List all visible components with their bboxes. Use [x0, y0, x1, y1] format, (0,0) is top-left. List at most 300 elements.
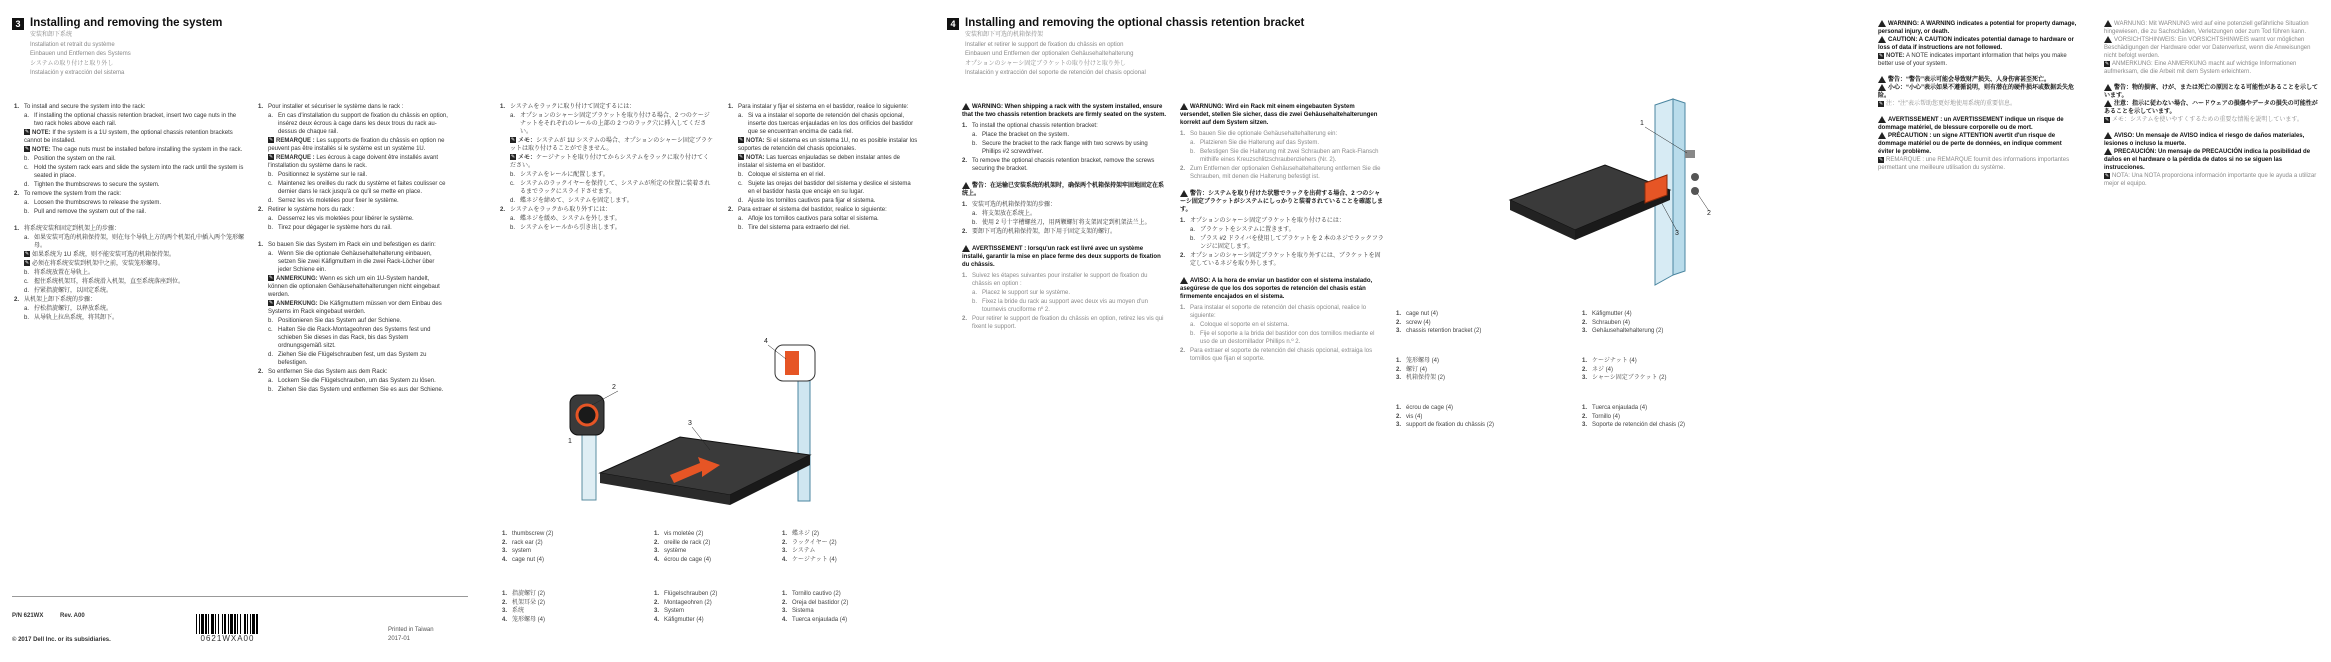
- warning-icon: [1878, 20, 1886, 27]
- substep-text: システムをレールに配置します。: [520, 172, 609, 178]
- rack-rail-left: [582, 430, 596, 500]
- substep: b. システムをレールから引き出します。: [510, 225, 621, 231]
- legend-item: 2. Schrauben (4): [1582, 319, 1631, 326]
- legend-item: 3. System: [654, 608, 685, 614]
- substep: a. Loosen the thumbscrews to release the system.: [24, 200, 162, 206]
- legend-label: Tornillo cautivo (2): [792, 591, 841, 597]
- substep: a. Desserrez les vis moletées pour libérer le système.: [268, 216, 414, 222]
- legend-label: système: [664, 548, 687, 554]
- legend-item: 1. cage nut (4): [1396, 311, 1439, 317]
- warning-icon: [2104, 84, 2112, 91]
- step-2: 2. Para extraer el soporte de retención del chasis opcional, extraiga los tornillos que fijan el soporte.: [1180, 348, 1373, 363]
- note-text: Die Käfigmuttern müssen vor dem Einbau des Systems im Rack eingebaut werden.: [268, 301, 442, 315]
- legend-item: 3. Gehäusehaltehalterung (2): [1582, 328, 1664, 334]
- legend-label: cage nut (4): [1406, 311, 1439, 317]
- note: [24, 251, 244, 259]
- legend-item: 1. 指旋螺钉 (2): [502, 591, 546, 597]
- section-title: Installing and removing the optional chassis retention bracket: [965, 17, 1305, 29]
- note-tag: REMARQUE :: [276, 138, 315, 144]
- warning-icon: [962, 245, 970, 252]
- substep-text: Desserrez les vis moletées pour libérer le système.: [278, 216, 414, 222]
- retention-column-en-zh-fr: [962, 103, 1167, 332]
- note-icon: ✎: [1878, 100, 1884, 107]
- caution-icon: [1878, 36, 1886, 43]
- legend-item: 2. screw (4): [1396, 319, 1431, 326]
- legend-label: Soporte de retención del chasis (2): [1592, 422, 1686, 428]
- footer-divider: [12, 596, 468, 597]
- notice-text: NOTA: Una NOTA proporciona información importante que le ayuda a utilizar mejor el equipo.: [2104, 173, 2317, 188]
- substep-text: 握住系统机架耳，将系统滑入机架，直至系统落座到位。: [34, 279, 185, 285]
- substep: a. Placez le support sur le système.: [972, 290, 1071, 297]
- legend-item: 2. vis (4): [1396, 413, 1423, 420]
- notices-column-en-zh-fr: [1878, 20, 2078, 172]
- substep: b. Tirez pour dégager le système hors du rail.: [268, 225, 392, 231]
- legend-item: 1. vis moletée (2): [654, 531, 704, 537]
- subtitle-ja: オプションのシャーシ固定ブラケットの取り付けと取り外し: [965, 60, 1126, 67]
- legend-label: 指旋螺钉 (2): [512, 591, 546, 597]
- substep: c. Maintenez les oreilles du rack du système et faites coulisser ce dernier dans le rack jusqu'à ce qu'il se mette en place.: [268, 181, 446, 195]
- barcode-bars: [196, 614, 259, 634]
- legend-label: ネジ (4): [1592, 366, 1614, 373]
- printed-in: Printed in Taiwan: [388, 627, 434, 633]
- substep-text: プラス #2 ドライバを使用してブラケットを 2 本のネジでラックフランジに固定します。: [1200, 236, 1384, 251]
- warning-tag: WARNUNG:: [1190, 104, 1224, 111]
- legend-label: Sistema: [792, 608, 814, 614]
- screw-icon: [1691, 173, 1699, 195]
- substep-text: Place the bracket on the system.: [982, 132, 1070, 139]
- step-1: 1. オプションのシャーシ固定ブラケットを取り付けるには：: [1180, 218, 1345, 225]
- legend-de: [654, 590, 717, 624]
- legend-item: 2. Montageohren (2): [654, 599, 712, 606]
- legend-ja: [782, 530, 837, 564]
- note-icon: ✎: [268, 137, 274, 144]
- note-icon: ✎: [268, 275, 274, 282]
- notice-caution: [1878, 36, 2078, 52]
- legend-fr: [654, 530, 711, 564]
- note-icon: ✎: [24, 129, 30, 136]
- legend-label: oreille de rack (2): [664, 539, 711, 546]
- step-text: To remove the optional chassis retention bracket, remove the screws securing the bracket.: [972, 158, 1155, 173]
- substep: a. En cas d'installation du support de fixation du châssis en option, insérez deux écrous à cage dans les deux trous du rack au-dessus de chaque rail.: [268, 113, 448, 135]
- substep-text: Afloje los tornillos cautivos para soltar el sistema.: [748, 216, 879, 222]
- step-2: 2. Pour retirer le support de fixation du châssis en option, retirez les vis qui fixent le support.: [962, 316, 1164, 331]
- subtitle-zh: 安装和卸下可选的机箱保持架: [965, 32, 1044, 38]
- step-text: Para instalar y fijar el sistema en el bastidor, realice lo siguiente:: [738, 104, 909, 110]
- substep: b. 从导轨上拉出系统，将其卸下。: [24, 315, 119, 321]
- step-2: 2. 从机架上卸下系统的步骤：: [14, 297, 97, 303]
- substep: a. Place the bracket on the system.: [972, 132, 1070, 139]
- note-text: The cage nuts must be installed before installing the system in the rack.: [52, 147, 243, 153]
- legend-label: Oreja del bastidor (2): [792, 599, 849, 606]
- substep-text: 从导轨上拉出系统，将其卸下。: [34, 315, 119, 321]
- step-text: Para extraer el soporte de retención del chasis opcional, extraiga los tornillos que fijan el soporte.: [1190, 348, 1373, 363]
- warning-icon: [962, 103, 970, 110]
- note-text: Les supports de fixation du châssis en option ne peuvent pas être installés si le système est un système 1U.: [268, 138, 445, 152]
- step-2: 2. Zum Entfernen der optionalen Gehäusehaltehalterung entfernen Sie die Schrauben, mit denen die Halterung befestigt ist.: [1180, 166, 1381, 181]
- legend-en: [1396, 310, 1481, 336]
- substep: b. プラス #2 ドライバを使用してブラケットを 2 本のネジでラックフランジに固定します。: [1190, 236, 1384, 251]
- substep: b. Ziehen Sie das System und entfernen Sie es aus der Schiene.: [268, 387, 444, 393]
- warning-icon: [2104, 20, 2112, 27]
- step-1: 1. システムをラックに取り付けて固定するには：: [500, 104, 636, 110]
- substep-text: 蝶ネジを締めて、システムを固定します。: [520, 198, 633, 204]
- note-icon: ✎: [738, 137, 744, 144]
- warning-tag: WARNING:: [972, 104, 1003, 111]
- substep: b. Positionieren Sie das System auf der Schiene.: [268, 318, 402, 324]
- note: [738, 154, 918, 170]
- legend-item: 1. 蝶ネジ (2): [782, 531, 820, 537]
- step-2: 2. オプションのシャーシ固定ブラケットを取り外すには、ブラケットを固定しているネジを取り外します。: [1180, 253, 1381, 268]
- subtitle-fr: Installer et retirer le support de fixation du châssis en option: [965, 41, 1124, 48]
- step-2: 2. システムをラックから取り外すには：: [500, 207, 612, 213]
- note-icon: ✎: [24, 146, 30, 153]
- legend-item: 3. system: [502, 548, 532, 554]
- note: [510, 137, 715, 153]
- step-text: システムをラックに取り付けて固定するには：: [510, 104, 636, 110]
- legend-item: 2. 螺钉 (4): [1396, 366, 1428, 373]
- legend-label: chassis retention bracket (2): [1406, 328, 1482, 334]
- legend-item: 3. chassis retention bracket (2): [1396, 328, 1482, 334]
- legend-label: 笼形螺母 (4): [1406, 358, 1440, 364]
- note-tag: NOTE:: [32, 147, 51, 153]
- notice-note: [1878, 52, 2078, 68]
- legend-item: 1. écrou de cage (4): [1396, 405, 1454, 411]
- substep-text: Positionnez le système sur le rail.: [278, 172, 368, 178]
- warning: [962, 103, 1167, 119]
- notice-warning: [1878, 76, 2078, 84]
- revision: Rev. A00: [60, 613, 85, 619]
- legend-label: ラックイヤー (2): [792, 539, 837, 546]
- note-icon: ✎: [24, 260, 30, 267]
- step-text: 要卸下可选的机箱保持架，卸下用于固定支架的螺钉。: [972, 229, 1117, 236]
- substep-text: Sujete las orejas del bastidor del sistema y deslice el sistema en el bastidor hasta que encaje en su lugar.: [748, 181, 911, 195]
- section-subtitles: [965, 31, 1146, 79]
- legend-label: 螺钉 (4): [1406, 366, 1428, 373]
- substep-text: Tirez pour dégager le système hors du rail.: [278, 225, 392, 231]
- substep: b. Positionnez le système sur le rail.: [268, 172, 368, 178]
- step-text: Pour retirer le support de fixation du châssis en option, retirez les vis qui fixent le support.: [972, 316, 1164, 331]
- warning-tag: 警告：: [1190, 191, 1209, 198]
- note-tag: ANMERKUNG:: [276, 276, 318, 282]
- substep: b. Tire del sistema para extraerlo del riel.: [738, 225, 850, 231]
- legend-item: 3. シャーシ固定ブラケット (2): [1582, 375, 1667, 381]
- notice-tag: NOTE:: [1886, 53, 1905, 60]
- legend-zh: [502, 590, 545, 624]
- substep: a. Afloje los tornillos cautivos para soltar el sistema.: [738, 216, 879, 222]
- step-1: 1. Para instalar el soporte de retención del chasis opcional, realice lo siguiente:: [1180, 305, 1367, 320]
- warning-icon: [1180, 190, 1188, 197]
- step-2: 2. Retirer le système hors du rack :: [258, 207, 355, 213]
- figure-callout: 1: [568, 438, 572, 445]
- part-number: P/N 621WX: [12, 613, 44, 619]
- substep-text: Platzieren Sie die Halterung auf das System.: [1200, 140, 1320, 147]
- note: [24, 146, 244, 154]
- substep: b. 使用 2 号十字槽螺丝刀，用两颗螺钉将支架固定到机架法兰上。: [972, 220, 1151, 227]
- substep: b. Coloque el sistema en el riel.: [738, 172, 826, 178]
- legend-label: 蝶ネジ (2): [792, 531, 820, 537]
- notice-text: A NOTE indicates important information that helps you make better use of your system.: [1878, 53, 2067, 68]
- warning: [1180, 190, 1385, 214]
- notices-column-de-ja-es: [2104, 20, 2319, 188]
- step-2: 2. To remove the system from the rack:: [14, 191, 122, 197]
- instructions-column-en-zh: [14, 103, 244, 323]
- notice-warning: [2104, 132, 2319, 148]
- notice-text: 警告：“警告”表示可能会导致财产损失、人身伤害甚至死亡。: [1888, 77, 2051, 84]
- legend-item: 4. Käfigmutter (4): [654, 616, 704, 623]
- warning: [1180, 277, 1385, 301]
- note-text: ケージナットを取り付けてからシステムをラックに取り付けてください。: [510, 155, 710, 169]
- substep-text: Serrez les vis moletées pour fixer le système.: [278, 198, 399, 204]
- legend-item: 3. Soporte de retención del chasis (2): [1582, 422, 1686, 428]
- legend-label: Käfigmutter (4): [664, 616, 704, 623]
- section-subtitles: [30, 31, 131, 79]
- legend-label: Gehäusehaltehalterung (2): [1592, 328, 1664, 334]
- figure-callout: 1: [1640, 120, 1644, 127]
- note-text: Si el sistema es un sistema 1U, no es posible instalar los soportes de retención del chasis opcionales.: [738, 138, 918, 152]
- substep: b. 将系统放置在导轨上。: [24, 270, 95, 276]
- legend-item: 4. Tuerca enjaulada (4): [782, 616, 848, 623]
- figure-callout: 4: [764, 338, 768, 345]
- subtitle-zh: 安装和卸下系统: [30, 32, 73, 38]
- note-icon: ✎: [510, 137, 516, 144]
- step-1: 1. So bauen Sie die optionale Gehäusehaltehalterung ein:: [1180, 131, 1338, 138]
- notice-text: VORSICHTSHINWEIS: Ein VORSICHTSHINWEIS warnt vor möglichen Beschädigungen der Hardware oder vor Datenverlust, wenn die Anweisungen nicht befolgt werden.: [2104, 37, 2311, 60]
- substep: c. Halten Sie die Rack-Montageohren des Systems fest und schieben Sie dieses in das Rack, bis das System ordnungsgemäß sitzt.: [268, 327, 431, 349]
- step-text: To install the optional chassis retention bracket:: [972, 123, 1098, 130]
- notice-text: 小心：“小心”表示如果不遵循说明，则有潜在的硬件损坏或数据丢失危险。: [1878, 85, 2075, 100]
- legend-item: 2. oreille de rack (2): [654, 539, 711, 546]
- substep: b. Befestigen Sie die Halterung mit zwei Schrauben am Rack-Flansch mithilfe eines Kreuzschlitzschraubenziehers (Nr. 2).: [1190, 149, 1379, 164]
- substep-text: 蝶ネジを緩め、システムを外します。: [520, 216, 621, 222]
- retention-column-de-ja-es: [1180, 103, 1385, 364]
- copyright: © 2017 Dell Inc. or its subsidiaries.: [12, 637, 111, 643]
- legend-label: ケージナット (4): [792, 556, 837, 563]
- note-tag: ANMERKUNG:: [276, 301, 318, 307]
- step-text: Zum Entfernen der optionalen Gehäusehaltehalterung entfernen Sie die Schrauben, mit denen die Halterung befestigt ist.: [1190, 166, 1381, 181]
- warning-icon: [2104, 132, 2112, 139]
- substep-text: Position the system on the rail.: [34, 156, 116, 162]
- substep-text: Wenn Sie die optionale Gehäusehaltehalterung einbauen, setzen Sie zwei Käfigmuttern in die zwei Rack-Löcher über jeder Schiene ein.: [278, 251, 435, 273]
- step-2: 2. To remove the optional chassis retention bracket, remove the screws securing the bracket.: [962, 158, 1155, 173]
- step-1: 1. To install and secure the system into the rack:: [14, 104, 146, 110]
- cage-nut-icon: [1685, 150, 1695, 158]
- step-text: 安装可选的机箱保持架的步骤：: [972, 202, 1057, 209]
- figure-install-system: [560, 325, 830, 525]
- note: [24, 260, 244, 268]
- step-text: Pour installer et sécuriser le système dans le rack :: [268, 104, 404, 110]
- notice-tag: WARNING:: [1888, 21, 1919, 28]
- legend-item: 3. support de fixation du châssis (2): [1396, 422, 1495, 428]
- figure-callout: 2: [612, 384, 616, 391]
- legend-label: vis moletée (2): [664, 531, 704, 537]
- legend-label: Tuerca enjaulada (4): [1592, 405, 1648, 411]
- legend-label: 机架耳朵 (2): [512, 599, 546, 606]
- caution-icon: [2104, 148, 2112, 155]
- notice-caution: [1878, 132, 2078, 156]
- section-number: 4: [947, 18, 959, 30]
- legend-label: ケージナット (4): [1592, 358, 1637, 364]
- instructions-column-es: [728, 103, 918, 233]
- legend-label: thumbscrew (2): [512, 531, 554, 537]
- notice-text: PRECAUCIÓN: Un mensaje de PRECAUCIÓN indica la posibilidad de daños en el hardware o la pérdida de datos si no se siguen las instrucciones.: [2104, 149, 2311, 172]
- legend-item: 2. Oreja del bastidor (2): [782, 599, 849, 606]
- legend-item: 3. système: [654, 548, 687, 554]
- substep-text: Ziehen Sie das System und entfernen Sie es aus der Schiene.: [278, 387, 444, 393]
- legend-item: 4. cage nut (4): [502, 556, 545, 563]
- caution-icon: [1878, 84, 1886, 91]
- legend-label: 系统: [512, 608, 525, 614]
- figure-callout: 3: [1675, 230, 1679, 237]
- substep-text: Placez le support sur le système.: [982, 290, 1071, 297]
- step-1: 1. 将系统安装和固定到机架上的步骤：: [14, 226, 121, 232]
- step-1: 1. To install the optional chassis retention bracket:: [962, 123, 1098, 130]
- note: [268, 300, 448, 316]
- subtitle-de: Einbauen und Entfernen des Systems: [30, 51, 131, 57]
- step-text: オプションのシャーシ固定ブラケットを取り外すには、ブラケットを固定しているネジを取り外します。: [1190, 253, 1381, 268]
- legend-item: 1. thumbscrew (2): [502, 531, 554, 537]
- legend-item: 1. ケージナット (4): [1582, 358, 1637, 364]
- legend-label: vis (4): [1406, 413, 1423, 420]
- warning-icon: [1180, 277, 1188, 284]
- legend-item: 1. Käfigmutter (4): [1582, 311, 1632, 317]
- notice-text: ANMERKUNG: Eine ANMERKUNG macht auf wichtige Informationen aufmerksam, die die Arbeit mit dem System erleichtern.: [2104, 61, 2297, 76]
- note-icon: ✎: [1878, 52, 1884, 59]
- warning-tag: AVERTISSEMENT :: [972, 246, 1027, 253]
- note-text: Las tuercas enjauladas se deben instalar antes de instalar el sistema en el bastidor.: [738, 155, 900, 169]
- substep-text: Positionieren Sie das System auf der Schiene.: [278, 318, 402, 324]
- notice-text: AVISO: Un mensaje de AVISO indica el riesgo de daños materiales, lesiones o incluso la muerte.: [2104, 133, 2305, 148]
- step-text: Para instalar el soporte de retención del chasis opcional, realice lo siguiente:: [1190, 305, 1367, 320]
- legend-label: écrou de cage (4): [664, 556, 712, 563]
- notice-tag: CAUTION:: [1888, 37, 1918, 44]
- substep-text: 将系统放置在导轨上。: [34, 270, 95, 276]
- barcode-text: 0621WXA00: [200, 634, 255, 643]
- legend-es: [782, 590, 848, 624]
- rack-ear-detail: [570, 395, 604, 435]
- notice-text: 警告：物的損害、けが、または死亡の原因となる可能性があることを示しています。: [2104, 85, 2319, 100]
- legend-label: system: [512, 548, 532, 554]
- step-text: To install and secure the system into the rack:: [24, 104, 146, 110]
- legend-label: Schrauben (4): [1592, 319, 1631, 326]
- step-2: 2. 要卸下可选的机箱保持架，卸下用于固定支架的螺钉。: [962, 229, 1117, 236]
- legend-label: screw (4): [1406, 319, 1431, 326]
- substep: c. システムのラックイヤーを保持して、システムが所定の位置に装着されるまでラックにスライドさせます。: [510, 181, 711, 195]
- legend-label: support de fixation du châssis (2): [1406, 422, 1495, 428]
- notice-text: WARNUNG: Mit WARNUNG wird auf eine potenziell gefährliche Situation hingewiesen, die zu Sachschäden, Verletzungen oder zum Tod führen kann.: [2104, 21, 2309, 36]
- legend-label: Tornillo (4): [1592, 413, 1621, 420]
- legend-label: 笼形螺母 (4): [512, 616, 546, 623]
- subtitle-es: Instalación y extracción del soporte de retención del chasis opcional: [965, 70, 1146, 76]
- substep-text: Tire del sistema para extraerlo del riel.: [748, 225, 850, 231]
- legend-ja: [1582, 357, 1666, 383]
- legend-item: 1. Tornillo cautivo (2): [782, 591, 841, 597]
- notice-note: [2104, 172, 2319, 188]
- substep: a. Wenn Sie die optionale Gehäusehaltehalterung einbauen, setzen Sie zwei Käfigmuttern in die zwei Rack-Löcher über jeder Schiene ein.: [268, 251, 435, 273]
- note-text: If the system is a 1U system, the optional chassis retention brackets cannot be installed.: [24, 130, 233, 144]
- substep-text: Fije el soporte a la brida del bastidor con dos tornillos mediante el uso de un destornillador Phillips n.º 2.: [1200, 331, 1375, 346]
- notice-text: PRÉCAUTION : un signe ATTENTION avertit d'un risque de dommage matériel ou de perte de données, en indique comment éviter le problème.: [1878, 133, 2062, 156]
- step-2: 2. Para extraer el sistema del bastidor, realice lo siguiente:: [728, 207, 887, 213]
- substep-text: 如果安装可选的机箱保持架，则在每个导轨上方的两个机架孔中插入两个笼形螺母。: [34, 235, 245, 249]
- note-icon: ✎: [24, 251, 30, 258]
- subtitle-de: Einbauen und Entfernen der optionalen Gehäusehaltehalterung: [965, 51, 1134, 57]
- notice-text: A CAUTION indicates potential damage to hardware or loss of data if instructions are not followed.: [1878, 37, 2074, 52]
- caution-icon: [2104, 100, 2112, 107]
- warning-text: システムを取り付けた状態でラックを出荷する場合、2 つのシャーシ固定ブラケットがシステムにしっかりと装着されていることを確認します。: [1180, 191, 1383, 214]
- substep: c. Hold the system rack ears and slide the system into the rack until the system is seated in place.: [24, 165, 244, 179]
- legend-item: 4. ケージナット (4): [782, 556, 837, 563]
- legend-zh: [1396, 357, 1445, 383]
- substep-text: システムをレールから引き出します。: [520, 225, 621, 231]
- cage-nut-detail: [775, 345, 815, 381]
- substep-text: Ajuste los tornillos cautivos para fijar el sistema.: [748, 198, 876, 204]
- figure-callout: 2: [1707, 210, 1711, 217]
- notice-caution: [2104, 100, 2319, 116]
- notice-caution: [1878, 84, 2078, 100]
- legend-item: 4. écrou de cage (4): [654, 556, 712, 563]
- subtitle-es: Instalación y extracción del sistema: [30, 70, 125, 76]
- legend-item: 2. rack ear (2): [502, 539, 543, 546]
- step-2: 2. So entfernen Sie das System aus dem Rack:: [258, 369, 388, 375]
- note-icon: ✎: [2104, 60, 2110, 67]
- step-text: To remove the system from the rack:: [24, 191, 122, 197]
- substep-text: Fixez la bride du rack au support avec deux vis au moyen d'un tournevis cruciforme nº 2.: [982, 299, 1148, 314]
- legend-de: [1582, 310, 1663, 336]
- substep-text: Coloque el soporte en el sistema.: [1200, 322, 1290, 329]
- warning-icon: [1180, 103, 1188, 110]
- legend-label: Käfigmutter (4): [1592, 311, 1632, 317]
- barcode: [196, 614, 259, 643]
- figure-retention-bracket: [1495, 95, 1765, 295]
- legend-label: System: [664, 608, 685, 614]
- note-text: 必须在将系统安装到机架中之前，安装笼形螺母。: [32, 261, 165, 267]
- notice-text: 注：“注”表示帮助您更好地使用系统的重要信息。: [1886, 101, 2016, 108]
- substep: a. If installing the optional chassis retention bracket, insert two cage nuts in the two rack holes above each rail.: [24, 113, 237, 127]
- warning-text: 在运输已安装系统的机架时，确保两个机箱保持架牢固地固定在系统上。: [962, 183, 1165, 198]
- legend-label: rack ear (2): [512, 539, 543, 546]
- note-tag: NOTA:: [746, 138, 765, 144]
- legend-label: システム: [792, 548, 816, 554]
- note-tag: NOTE:: [32, 130, 51, 136]
- legend-item: 1. Tuerca enjaulada (4): [1582, 405, 1648, 411]
- legend-item: 2. ラックイヤー (2): [782, 539, 837, 546]
- substep: b. Fixez la bride du rack au support avec deux vis au moyen d'un tournevis cruciforme nº 2.: [972, 299, 1148, 314]
- note-icon: ✎: [2104, 172, 2110, 179]
- substep: a. 如果安装可选的机箱保持架，则在每个导轨上方的两个机架孔中插入两个笼形螺母。: [24, 235, 245, 249]
- substep: b. Pull and remove the system out of the rail.: [24, 209, 147, 215]
- notice-text: メモ：システムを使いやすくするための重要な情報を説明しています。: [2112, 117, 2303, 124]
- step-text: So bauen Sie die optionale Gehäusehaltehalterung ein:: [1190, 131, 1338, 138]
- step-text: So entfernen Sie das System aus dem Rack:: [268, 369, 388, 375]
- substep: c. 握住系统机架耳，将系统滑入机架，直至系统落座到位。: [24, 279, 185, 285]
- step-text: Suivez les étapes suivantes pour installer le support de fixation du châssis en option :: [972, 273, 1148, 288]
- notice-note: [1878, 100, 2078, 108]
- print-date: 2017-01: [388, 636, 411, 642]
- substep-text: Secure the bracket to the rack flange with two screws by using Phillips #2 screwdriver.: [982, 141, 1148, 156]
- notice-text: AVERTISSEMENT : un AVERTISSEMENT indique un risque de dommage matériel, de blessure corporelle ou de mort.: [1878, 117, 2064, 132]
- note-text: Wenn es sich um ein 1U-System handelt, können die optionalen Gehäusehaltehalterungen nicht eingebaut werden.: [268, 276, 440, 298]
- substep-text: En cas d'installation du support de fixation du châssis en option, insérez deux écrous à cage dans les deux trous du rack au-dessus de chaque rail.: [278, 113, 448, 135]
- substep-text: Maintenez les oreilles du rack du système et faites coulisser ce dernier dans le rack jusqu'à ce qu'il se mette en place.: [278, 181, 446, 195]
- legend-label: cage nut (4): [512, 556, 545, 563]
- warning-icon: [1878, 76, 1886, 83]
- legend-label: Flügelschrauben (2): [664, 591, 718, 597]
- substep-text: ブラケットをシステムに置きます。: [1200, 227, 1295, 234]
- note-tag: メモ：: [518, 138, 537, 144]
- note: [738, 137, 918, 153]
- step-text: So bauen Sie das System im Rack ein und befestigen es darin:: [268, 242, 436, 248]
- notice-text: REMARQUE : une REMARQUE fournit des informations importantes permettant une meilleure utilisation du système.: [1878, 157, 2070, 172]
